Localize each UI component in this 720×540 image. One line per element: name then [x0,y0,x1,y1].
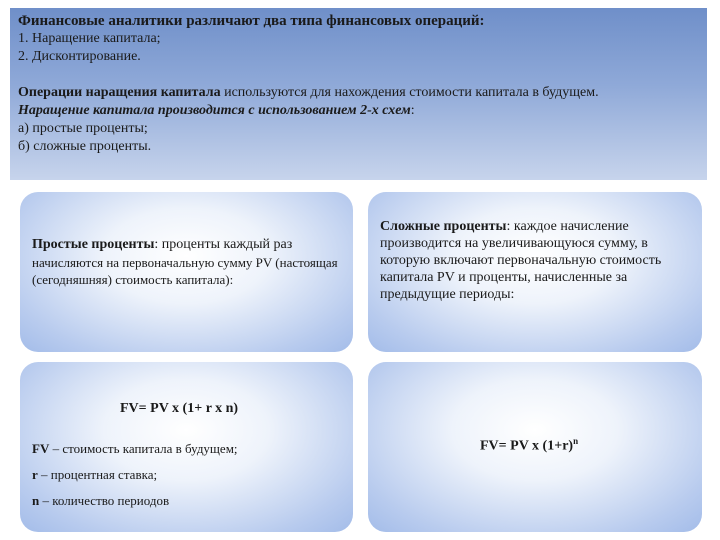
item-capital-accrual: 1. Наращение капитала; [18,31,161,46]
schemes-text: Наращение капитала производится с использованием 2-х схем [18,103,411,118]
legend-r [32,466,341,484]
schemes-colon: : [410,103,415,118]
legend-fv [32,440,341,458]
option-compound: б) сложные проценты. [18,139,152,154]
accrual-text: используются для нахождения стоимости капитала в будущем. [220,85,599,100]
simple-formula-card [20,362,353,532]
schemes-line [18,102,699,120]
legend-r-desc: – процентная ставка; [37,467,158,482]
compound-formula-exponent: n [573,436,579,446]
compound-interest-term: Сложные проценты [380,219,507,234]
compound-formula-base: FV= PV x (1+r) [480,438,574,454]
simple-interest-term: Простые проценты [32,237,155,252]
formula-legend [32,440,341,510]
compound-interest-text [380,218,690,303]
intro-panel [10,8,707,180]
legend-fv-symbol: FV [32,441,50,456]
legend-n-desc: – количество периодов [39,493,170,508]
option-simple: а) простые проценты; [18,121,148,136]
compound-interest-formula [380,432,690,456]
simple-interest-colon: : проценты каждый раз [154,237,293,252]
compound-formula-card [368,362,702,532]
legend-r-symbol: r [32,467,38,482]
simple-interest-head [32,236,341,254]
simple-interest-card [20,192,353,352]
compound-interest-body: : каждое начисление производится на увеличивающуюся сумму, в которую включают первоначальную стоимость капитала PV и проценты, начисленные за предыдущие периоды: [380,219,662,302]
compound-interest-card [368,192,702,352]
legend-fv-desc: – стоимость капитала в будущем; [49,441,238,456]
legend-n [32,492,341,510]
accrual-term: Операции наращения капитала [18,85,221,100]
item-discounting: 2. Дисконтирование. [18,49,141,64]
simple-interest-body: начисляются на первоначальную сумму PV (настоящая (сегодняшняя) стоимость капитала): [32,255,338,287]
simple-interest-formula: FV= PV x (1+ r x n) [120,401,239,416]
accrual-definition [18,84,699,102]
legend-n-symbol: n [32,493,40,508]
intro-title: Финансовые аналитики различают два типа финансовых операций: [18,13,485,29]
